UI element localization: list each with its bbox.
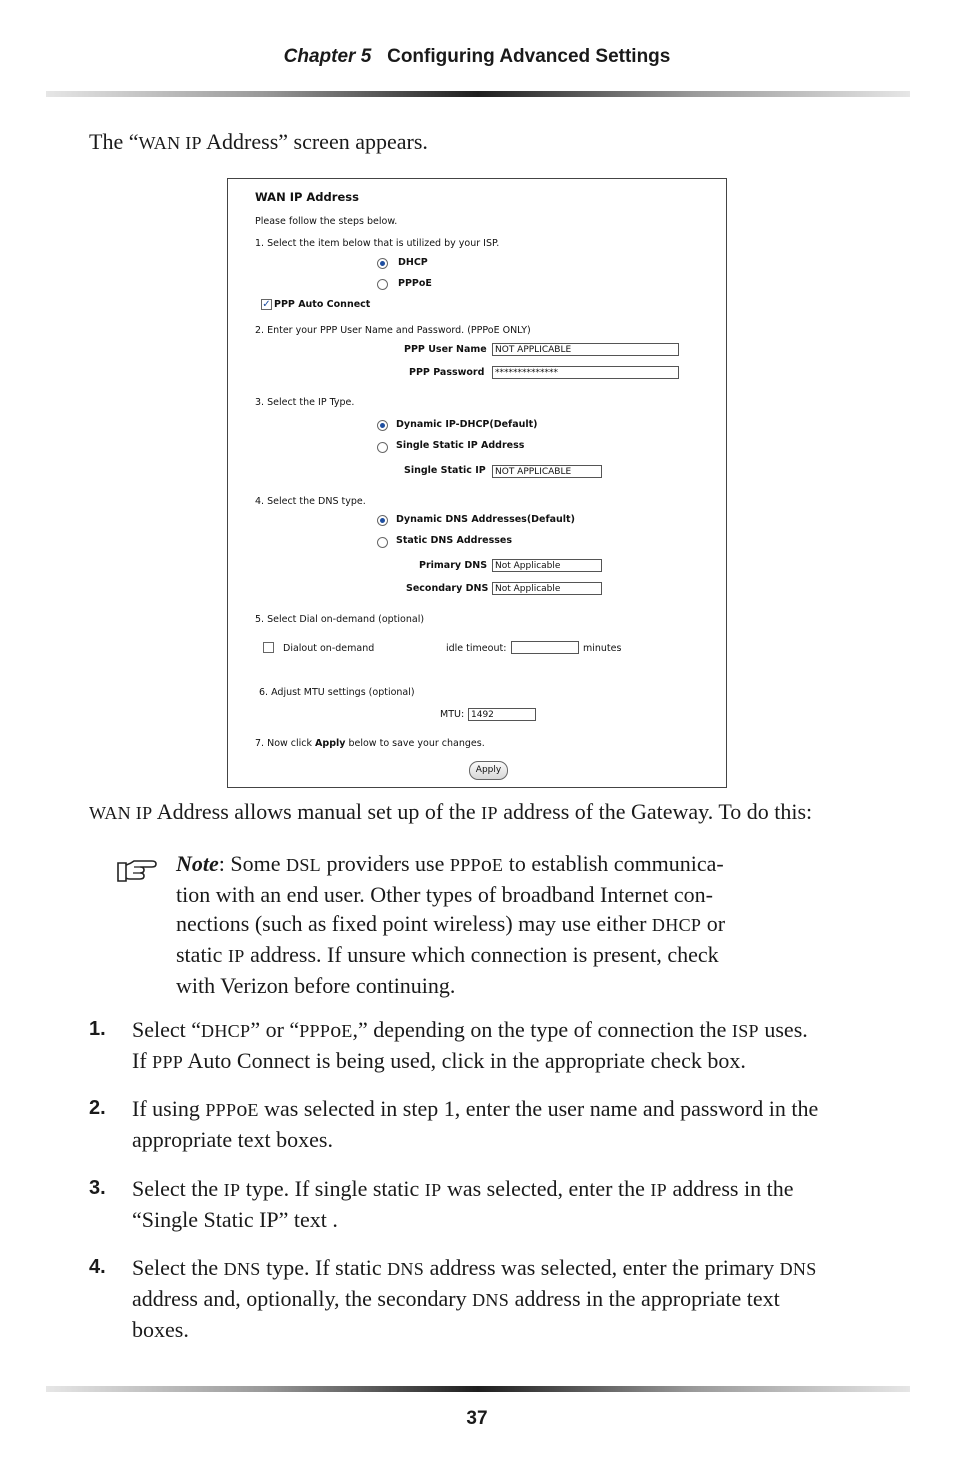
dhcp-label: DHCP	[398, 257, 428, 268]
chapter-title: Configuring Advanced Settings	[387, 46, 671, 67]
idle-timeout-label: idle timeout:	[446, 643, 507, 654]
ppp-auto-connect-label: PPP Auto Connect	[274, 299, 371, 310]
static-ip-option-label: Single Static IP Address	[396, 440, 525, 451]
primary-dns-label: Primary DNS	[419, 560, 488, 571]
footer-rule	[46, 1386, 910, 1392]
dialout-label: Dialout on-demand	[283, 643, 375, 654]
pppoe-label: PPPoE	[398, 278, 432, 289]
step-item: 3. Select the IP type. If single static IP was selected, enter the IP address in the “Single Static IP” text .	[89, 1176, 794, 1232]
wan-ip-screenshot	[227, 178, 727, 788]
secondary-dns-label: Secondary DNS	[406, 583, 489, 594]
primary-dns-input[interactable]: Not Applicable	[492, 559, 602, 572]
static-ip-radio[interactable]	[377, 442, 388, 453]
mtu-input[interactable]: 1492	[468, 708, 536, 721]
static-dns-radio[interactable]	[377, 537, 388, 548]
description-paragraph: WAN IP Address allows manual set up of the IP address of the Gateway. To do this:	[89, 799, 813, 824]
step6-text: 6. Adjust MTU settings (optional)	[259, 687, 415, 698]
step4-text: 4. Select the DNS type.	[255, 496, 366, 507]
secondary-dns-input[interactable]: Not Applicable	[492, 582, 602, 595]
step7-text: 7. Now click Apply below to save your changes.	[255, 738, 485, 749]
step1-text: 1. Select the item below that is utilized by your ISP.	[255, 238, 500, 249]
pointing-hand-icon	[116, 855, 158, 885]
screen-instructions: Please follow the steps below.	[255, 216, 398, 227]
ppp-user-input[interactable]: NOT APPLICABLE	[492, 343, 679, 356]
step5-text: 5. Select Dial on-demand (optional)	[255, 614, 425, 625]
running-header	[0, 46, 954, 68]
dynamic-dns-label: Dynamic DNS Addresses(Default)	[396, 514, 575, 525]
step2-text: 2. Enter your PPP User Name and Password. (PPPoE ONLY)	[255, 325, 531, 336]
single-static-ip-label: Single Static IP	[404, 465, 486, 476]
page-number: 37	[466, 1408, 488, 1429]
dialout-checkbox[interactable]	[263, 642, 274, 653]
ppp-auto-connect-checkbox[interactable]: ✓	[262, 299, 271, 310]
ppp-password-label: PPP Password	[409, 367, 485, 378]
mtu-label: MTU:	[440, 709, 465, 720]
dynamic-dns-radio[interactable]	[377, 515, 388, 526]
dhcp-radio[interactable]	[377, 258, 388, 269]
header-rule	[46, 91, 910, 97]
pppoe-radio[interactable]	[377, 279, 388, 290]
single-static-ip-input[interactable]: NOT APPLICABLE	[492, 465, 602, 478]
screen-title: WAN IP Address	[255, 190, 359, 204]
minutes-label: minutes	[583, 643, 622, 654]
ppp-password-input[interactable]: **************	[492, 366, 679, 379]
ppp-user-label: PPP User Name	[404, 344, 487, 355]
step-item: 4. Select the DNS type. If static DNS address was selected, enter the primary DNS address and, optionally, the secondary DNS address in the appropriate text boxes.	[89, 1255, 817, 1342]
chapter-number: Chapter 5	[283, 46, 372, 67]
note-block: Note: Some DSL providers use PPPoE to establish communica- tion with an end user. Other types of broadband Internet con- nections (such as fixed point wireless) may use either DHCP or static IP address. If unsure which connection is present, check with Verizon before continuing.	[176, 851, 726, 998]
note-label: Note	[176, 851, 219, 876]
static-dns-label: Static DNS Addresses	[396, 535, 513, 546]
step-item: 1. Select “DHCP” or “PPPoE,” depending on the type of connection the ISP uses. If PPP Auto Connect is being used, click in the appropriate check box.	[89, 1017, 808, 1073]
apply-button[interactable]: Apply	[469, 761, 508, 780]
dynamic-ip-radio[interactable]	[377, 420, 388, 431]
dynamic-ip-label: Dynamic IP-DHCP(Default)	[396, 419, 538, 430]
intro-text: The “WAN IP Address” screen appears.	[89, 129, 428, 154]
idle-timeout-input[interactable]	[511, 641, 579, 654]
step3-text: 3. Select the IP Type.	[255, 397, 355, 408]
step-item: 2. If using PPPoE was selected in step 1, enter the user name and password in the appropriate text boxes.	[89, 1096, 819, 1152]
